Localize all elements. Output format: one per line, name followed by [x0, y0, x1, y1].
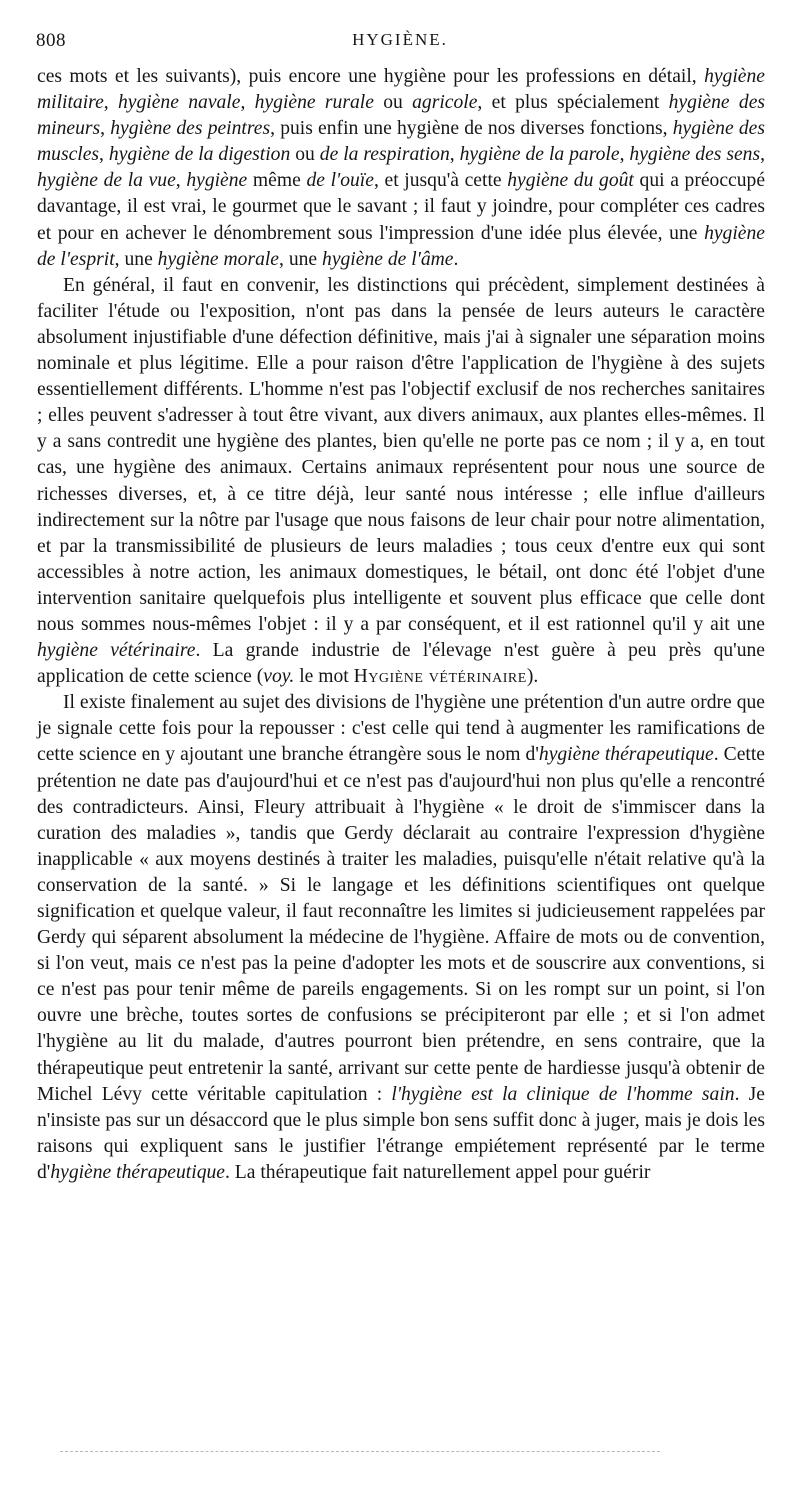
text-run: . Cette prétention ne date pas d'aujourd'hui et ce n'est pas d'aujourd'hui non plus qu'elle a rencontré des contradicteurs. Ainsi, Fleury attribuait à l'hygiène « le droit de s'immiscer dans la curation des maladies », tandis que Gerdy déclarait au contraire l'expression d'hygiène inapplicable « aux moyens destinés à traiter les maladies, puisqu'elle n'était relative qu'à la conservation de la santé. » Si le langage et les définitions scientifiques ont quelque signification et quelque valeur, il faut reconnaître les limites si judicieusement rappelées par Gerdy qui séparent absolument la médecine de l'hygiène. Affaire de mots ou de convention, si l'on veut, mais ce n'est pas la peine d'adopter les mots et de souscrire aux conventions, si ce n'est pas pour tenir même de pareils engagements. Si on les rompt sur un point, si l'on ouvre une brèche, toutes sortes de confusions se précipiteront par elle ; et si l'on admet l'hygiène au lit du malade, d'autres pourront bien prétendre, en sens contraire, que la thérapeutique peut entretenir la santé, arrivant sur cette pente de hardiesse jusqu'à obtenir de Michel Lévy cette véritable capitulation : — [37, 744, 765, 1105]
text-run: , — [100, 118, 111, 140]
text-run: , — [760, 144, 766, 166]
italic-term: hygiène du goût — [507, 170, 634, 192]
text-run: , une — [279, 248, 323, 270]
footer-rule — [60, 1451, 660, 1454]
text-run: , une — [114, 248, 158, 270]
italic-term: hygiène des peintres — [110, 118, 271, 140]
paragraph-2 — [37, 273, 765, 691]
italic-term: hygiène des sens — [629, 144, 761, 166]
running-title: HYGIÈNE. — [352, 30, 448, 49]
text-run: , puis enfin une hygiène de nos diverses fonctions, — [270, 118, 673, 140]
text-run: . La thérapeutique fait naturellement appel pour guérir — [224, 1161, 651, 1183]
italic-term: hygiène vétérinaire — [37, 640, 196, 662]
text-run: , et jusqu'à cette — [373, 170, 508, 192]
italic-term: hygiène militaire — [37, 66, 765, 114]
text-run: , — [103, 92, 118, 114]
text-run: ). — [526, 666, 539, 688]
italic-term: hygiène des muscles — [37, 118, 765, 166]
text-run: . — [453, 248, 459, 270]
italic-term: hygiène de la digestion — [108, 144, 291, 166]
italic-term: de l'ouïe — [306, 170, 374, 192]
text-run: . Je n'insiste pas sur un désaccord que le plus simple bon sens suffit donc à juger, mais je dois les raisons qui expliquent sans le justifier l'étrange empiétement représenté par le terme d' — [37, 1083, 766, 1183]
text-run: , — [99, 144, 109, 166]
italic-term: hygiène morale — [157, 248, 280, 270]
italic-term: hygiène navale — [117, 92, 241, 114]
italic-term: de la respiration — [319, 144, 450, 166]
body-text — [37, 64, 765, 1186]
paragraph-1 — [37, 64, 765, 273]
text-run: ces mots et les suivants), puis encore une hygiène pour les professions en détail, — [37, 66, 705, 87]
italic-term: hygiène — [186, 170, 248, 192]
italic-term: l'hygiène est la clinique de l'homme sain — [391, 1083, 735, 1105]
small-caps-reference: Hygiène vétérinaire — [353, 666, 527, 688]
italic-term: hygiène thérapeutique — [50, 1161, 225, 1183]
text-run: , — [619, 144, 630, 166]
text-run: , — [449, 144, 460, 166]
italic-term: voy. — [263, 666, 295, 688]
text-run: En général, il faut en convenir, les distinctions qui précèdent, simplement destinées à faciliter l'étude ou l'exposition, n'ont pas dans la pensée de leurs auteurs le caractère absolument injustifiable d'une défection définitive, mais j'ai à signaler une séparation moins nominale et plus légitime. Elle a pour raison d'être l'application de l'hygiène à des sujets essentiellement différents. L'homme n'est pas l'objectif exclusif de nos recherches sanitaires ; elles peuvent s'adresser à tout être vivant, aux divers animaux, aux plantes elles-mêmes. Il y a sans contredit une hygiène des plantes, bien qu'elle ne porte pas ce nom ; il y a, en tout cas, une hygiène des animaux. Certains animaux représentent pour nous une source de richesses diverses, et, à ce titre déjà, leur santé nous intéresse ; elle influe d'ailleurs indirectement sur la nôtre par l'usage que nous faisons de leur chair pour notre alimentation, et par la transmissibilité de plusieurs de leurs maladies ; tous ceux d'entre eux qui sont accessibles à notre action, les animaux domestiques, le bétail, ont donc été l'objet d'une intervention sanitaire quelquefois plus intelligente et souvent plus efficace que celle dont nous sommes nous-mêmes l'objet : il y a par conséquent, et il est rationnel qu'il y ait une — [37, 274, 765, 635]
paragraph-3 — [37, 690, 765, 1186]
italic-term: agricole — [412, 92, 478, 114]
text-run: ou — [373, 92, 413, 114]
running-head — [36, 30, 764, 56]
italic-term: hygiène rurale — [254, 92, 374, 114]
text-run: le mot — [294, 666, 354, 688]
text-run: , — [240, 92, 255, 114]
italic-term: hygiène de l'esprit — [37, 222, 765, 270]
text-run: Il existe finalement au sujet des divisions de l'hygiène une prétention d'un autre ordre que je signale cette fois pour la repousser : c'est celle qui tend à augmenter les ramifications de cette science en y ajoutant une branche étrangère sous le nom d' — [37, 692, 765, 766]
text-run: , et plus spécialement — [477, 92, 669, 114]
text-run: même — [247, 170, 307, 192]
italic-term: hygiène des mineurs — [37, 92, 766, 140]
text-run: , — [175, 170, 187, 192]
italic-term: hygiène de la vue — [37, 170, 176, 192]
italic-term: hygiène de l'âme — [322, 248, 454, 270]
page-number: 808 — [36, 30, 66, 51]
text-run: ou — [290, 144, 320, 166]
text-run: . La grande industrie de l'élevage n'est guère à peu près qu'une application de cette science ( — [37, 640, 766, 688]
italic-term: hygiène de la parole — [459, 144, 620, 166]
text-run: qui a préoccupé davantage, il est vrai, le gourmet que le savant ; il faut y joindre, pour compléter ces cadres et pour en achever le dénombrement sous l'impression d'une idée plus élevée, une — [37, 170, 766, 244]
italic-term: hygiène thérapeutique — [538, 744, 714, 766]
